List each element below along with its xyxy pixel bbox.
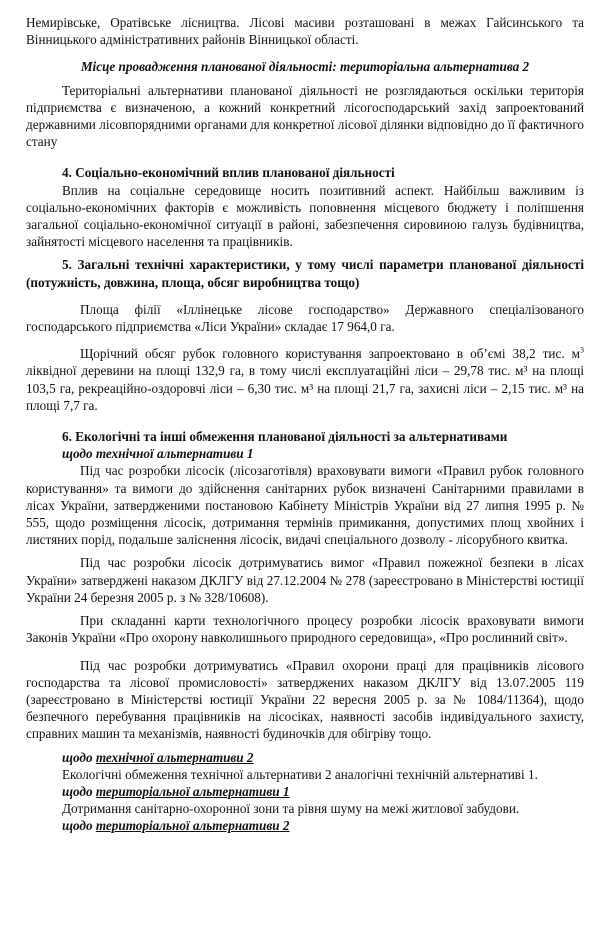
paragraph-section-4: Вплив на соціальне середовище носить позитивний аспект. Найбільш важливим із соціально-економічних факторів є можливість поповнення місцевого бюджету і поліпшення загальної соціально-економічної ситуації в районі, забезпечення сировиною галузь будівництва, зайнятості місцевого населення та працівників.	[26, 182, 584, 250]
volume-superscript: 3	[580, 345, 584, 355]
paragraph-intro: Немирівське, Оратівське лісництва. Лісові масиви розташовані в межах Гайсинського та Вінницького адміністративних районів Вінницької області.	[26, 15, 584, 48]
paragraph-terr-1: Дотримання санітарно-охоронної зони та рівня шуму на межі житлової забудови.	[62, 801, 520, 817]
heading-location-alt2: Місце провадження планованої діяльності: територіальна альтернатива 2	[80, 59, 530, 75]
volume-text-start: Щорічний обсяг рубок головного користування запроектовано в об’ємі 38,2 тис. м	[80, 346, 580, 362]
paragraph-tech-1-d: Під час розробки дотримуватись «Правил охорони праці для працівників лісового господарства та лісової промисловості» затверджених наказом ДКЛГУ від 13.07.2005 119 (зареєстровано в Міністерстві юстиції України 22 вересня 2005 р. за № 1084/11364), щодо безпечного перебування працівників на лісосіках, наявності засобів індивідуального захисту, справних машин та механізмів, наявності будиночків для обігріву тощо.	[26, 657, 584, 742]
heading-terr-alt-1-prefix: щодо	[62, 783, 96, 799]
paragraph-tech-1-c: При складанні карти технологічного процесу розробки лісосік враховувати вимоги Законів України «Про охорону навколишнього природного середовища», «Про рослинний світ».	[26, 613, 584, 646]
paragraph-section-5-volume	[26, 345, 584, 414]
paragraph-tech-2: Екологічні обмеження технічної альтернативи 2 аналогічні технічній альтернативі 1.	[62, 766, 538, 782]
heading-section-4: 4. Соціально-економічний вплив планованої діяльності	[62, 165, 395, 181]
paragraph-tech-1-a: Під час розробки лісосік (лісозаготівля) враховувати вимоги «Правил рубок головного користування» та вимоги до здійснення санітарних рубок визначені Санітарними правилами в лісах України, затвердженими постановою Кабінету Міністрів України від 27 липня 1995 р. № 555, щодо розміщення лісосік, дотримання термінів примикання, допустимих площ хвойних і листяних порід, подальше заліснення лісосік, видачі спеціального дозволу - лісорубного квитка.	[26, 463, 584, 548]
heading-terr-alt-2-prefix: щодо	[62, 818, 96, 834]
paragraph-section-5-area: Площа філії «Іллінецьке лісове господарство» Державного спеціалізованого господарського підприємства «Ліси України» складає 17 964,0 га.	[26, 301, 584, 335]
heading-section-5: 5. Загальні технічні характеристики, у тому числі параметри планованої діяльності (потужність, довжина, площа, обсяг виробництва тощо)	[26, 257, 584, 290]
heading-terr-alt-2	[26, 817, 584, 834]
heading-tech-alt-2-prefix: щодо	[62, 749, 96, 765]
heading-tech-alt-2	[26, 749, 584, 766]
paragraph-tech-1-b: Під час розробки лісосік дотримуватись вимог «Правил пожежної безпеки в лісах України» затверджені наказом ДКЛГУ від 27.12.2004 № 278 (зареєстровано в Міністерстві юстиції України 24 березня 2005 р. з № 328/10608).	[26, 555, 584, 605]
heading-tech-alt-1: щодо технічної альтернативи 1	[62, 446, 254, 462]
paragraph-location-alt2: Територіальні альтернативи планованої діяльності не розглядаються оскільки територія підприємства є визначеною, а кожний конкретний лісогосподарський захід запроектований державними лісовпорядними органами для конкретної лісової ділянки відповідно до її фактичного стану	[26, 82, 584, 150]
heading-terr-alt-2-underlined: територіальної альтернативи 2	[95, 818, 290, 834]
heading-tech-alt-2-underlined: технічної альтернативи 2	[95, 749, 254, 765]
heading-terr-alt-1	[26, 783, 584, 800]
heading-section-6: 6. Екологічні та інші обмеження планованої діяльності за альтернативами	[62, 429, 508, 445]
heading-terr-alt-1-underlined: територіальної альтернативи 1	[95, 783, 290, 799]
volume-text-end: ліквідної деревини на площі 132,9 га, в тому числі експлуатаційні ліси – 29,78 тис. м³ на площі 103,5 га, рекреаційно-оздоровчі ліси – 6,30 тис. м³ на площі 21,7 га, захисні ліси – 2,15 тис. м³ на площі 7,7 га.	[26, 363, 584, 413]
